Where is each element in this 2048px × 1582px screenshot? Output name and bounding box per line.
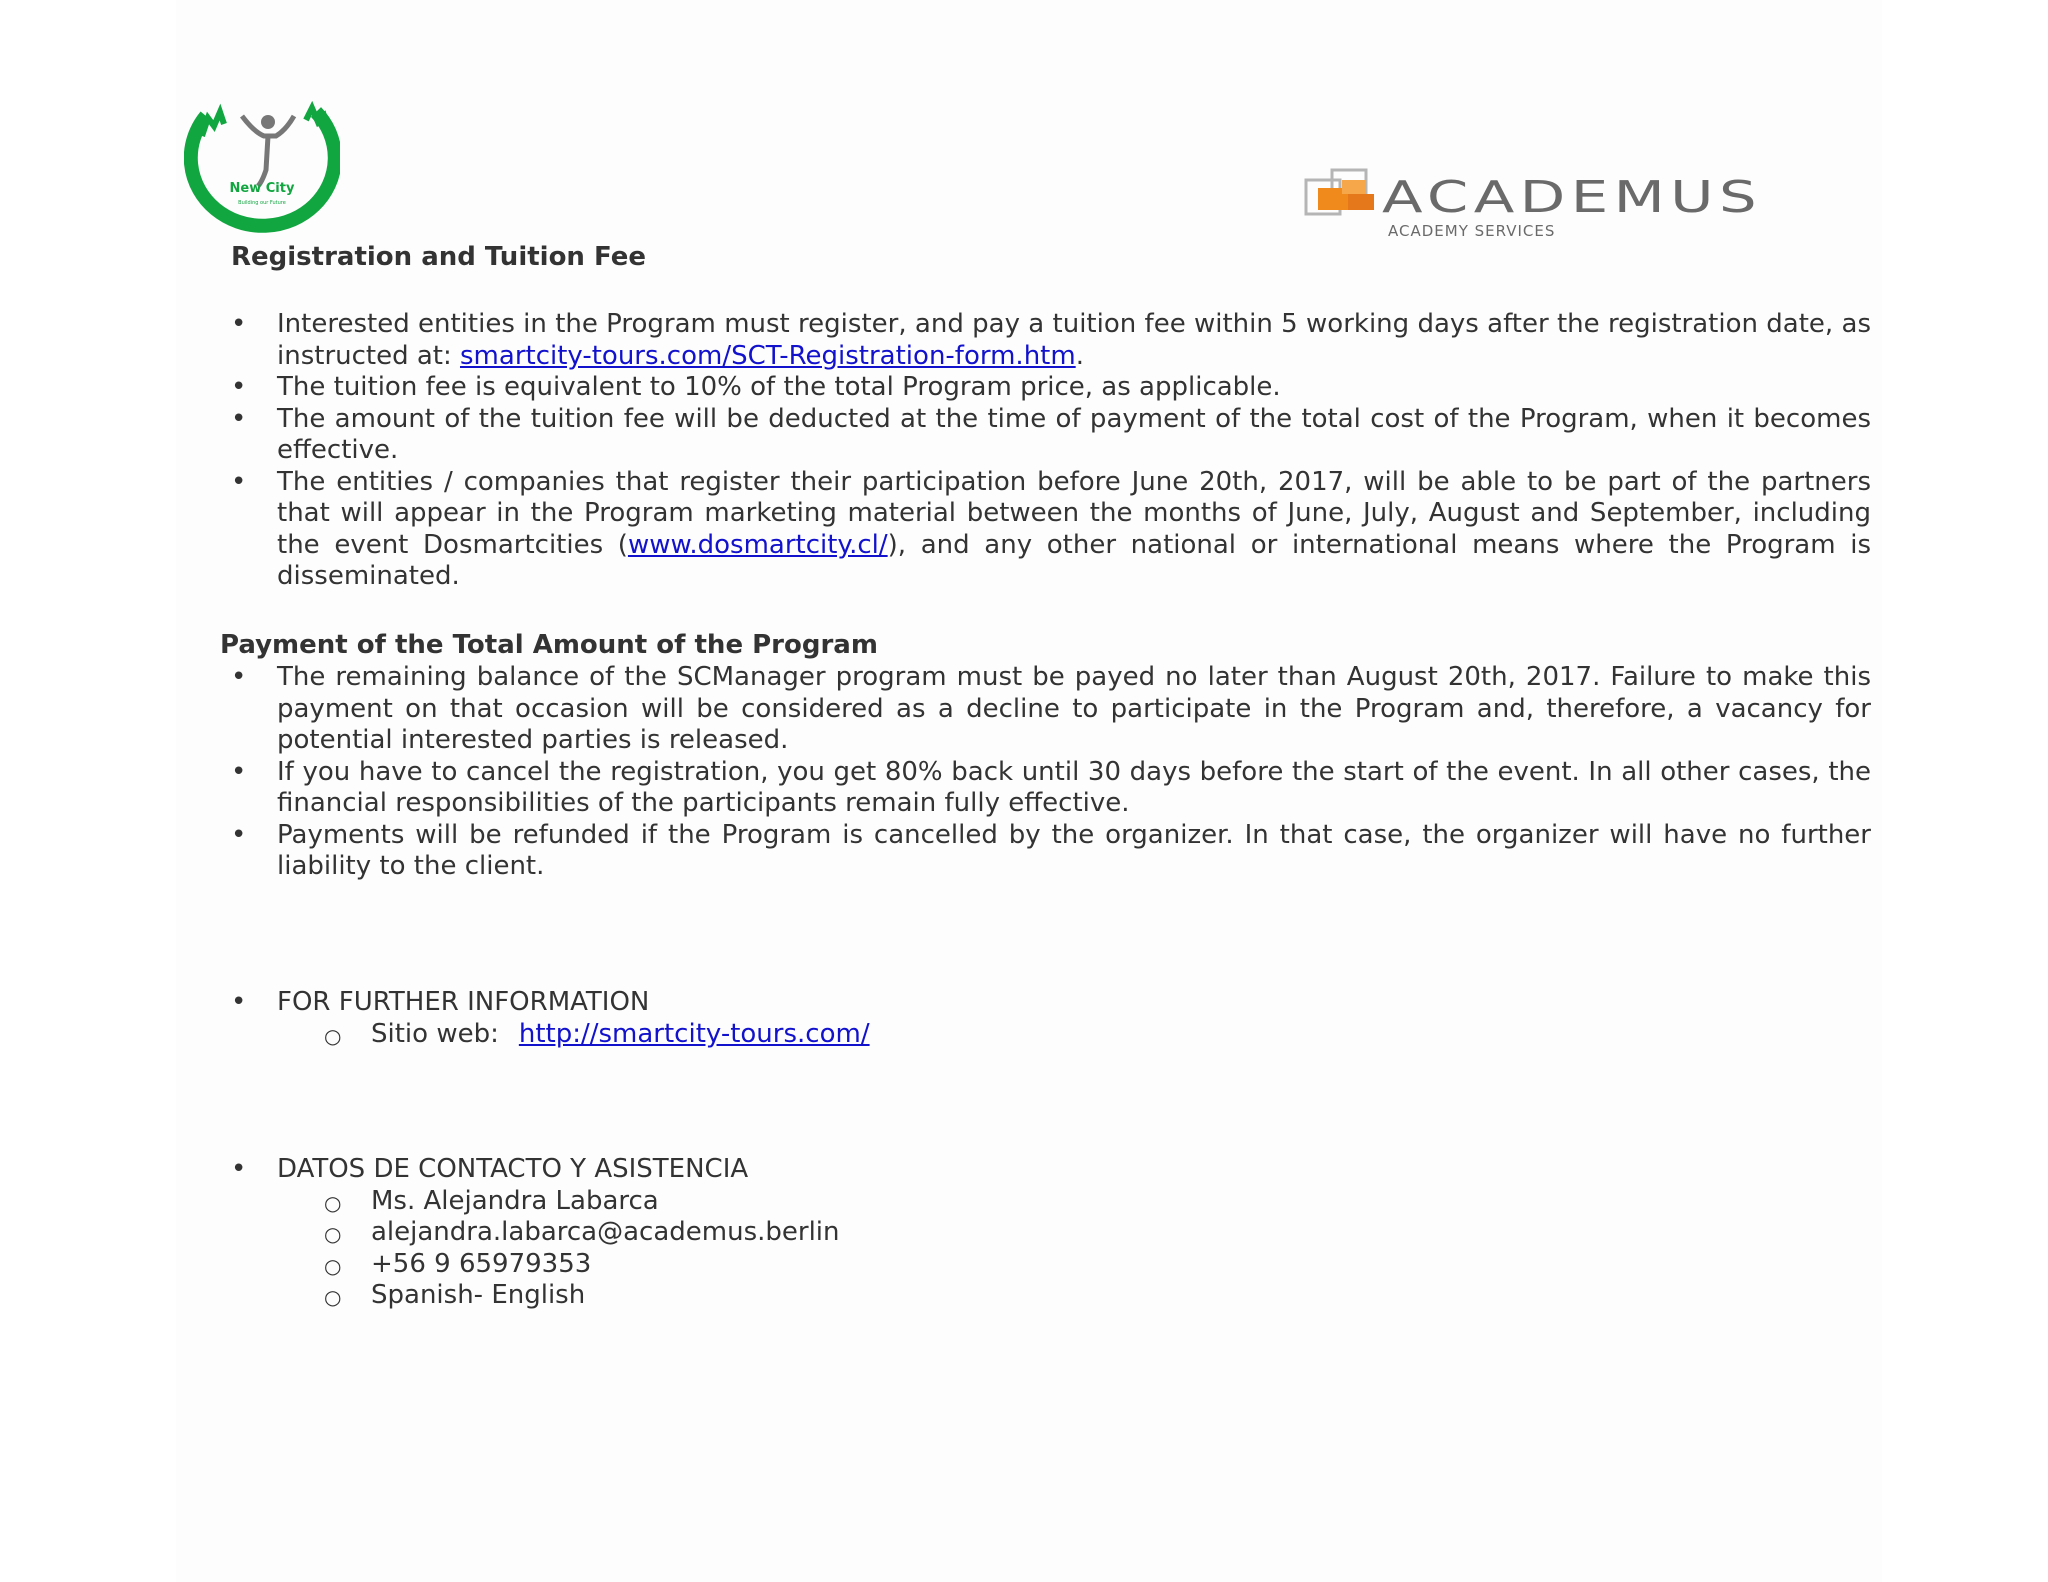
list-item: • The amount of the tuition fee will be deducted at the time of payment of the total cost of the Program, when it becomes effective. — [231, 404, 1871, 467]
contact-sublist — [277, 1186, 1871, 1312]
new-city-logo-tagline: Building our Future — [238, 200, 286, 206]
website-label: Sitio web: — [371, 1018, 499, 1049]
contact-heading: DATOS DE CONTACTO Y ASISTENCIA — [277, 1154, 749, 1184]
sub-list-item — [324, 1019, 1871, 1051]
contact-list — [231, 1154, 1871, 1312]
registration-form-link[interactable]: smartcity-tours.com/SCT-Registration-form.htm — [460, 340, 1076, 371]
list-item-text-end: . — [1075, 340, 1084, 371]
academus-logo-tagline: ACADEMY SERVICES — [1388, 222, 1556, 240]
section-heading-payment: Payment of the Total Amount of the Program — [220, 630, 878, 660]
further-info-sublist — [277, 1019, 1871, 1051]
registration-list — [231, 309, 1871, 593]
section-heading-registration: Registration and Tuition Fee — [231, 242, 646, 272]
list-item-text-end: ), and any other national or international means where the Program is disseminated. — [277, 529, 1871, 591]
list-item: • Payments will be refunded if the Program is cancelled by the organizer. In that case, the organizer will have no further liability to the client. — [231, 820, 1871, 883]
list-item: • The remaining balance of the SCManager program must be payed no later than August 20th, 2017. Failure to make this payment on that occasion will be considered as a decline to participate in the Program and, therefore, a vacancy for potential interested parties is released. — [231, 662, 1871, 757]
payment-list — [231, 662, 1871, 883]
list-item: • The tuition fee is equivalent to 10% of the total Program price, as applicable. — [231, 372, 1871, 404]
further-info-list — [231, 987, 1871, 1050]
dosmartcity-link[interactable]: www.dosmartcity.cl/ — [627, 529, 888, 560]
list-item — [231, 467, 1871, 593]
list-item: • If you have to cancel the registration, you get 80% back until 30 days before the start of the event. In all other cases, the financial responsibilities of the participants remain fully effective. — [231, 757, 1871, 820]
website-link[interactable]: http://smartcity-tours.com/ — [518, 1018, 870, 1049]
contact-languages: ○ Spanish- English — [324, 1280, 1871, 1312]
list-item-text: Interested entities in the Program must register, and pay a tuition fee within 5 working days after the registration date, as instructed at: — [277, 309, 1871, 371]
further-info-heading: FOR FURTHER INFORMATION — [277, 987, 650, 1017]
list-item — [231, 987, 1871, 1050]
contact-name: ○ Ms. Alejandra Labarca — [324, 1186, 1871, 1218]
list-item-text: The entities / companies that register their participation before June 20th, 2017, will be able to be part of the partners that will appear in the Program marketing material between the months of June, July, August and September, including the event Dosmartcities ( — [277, 466, 1871, 560]
list-item — [231, 1154, 1871, 1312]
new-city-logo-text: New City — [229, 181, 295, 196]
academus-logo-text: ACADEMUS — [1382, 172, 1762, 223]
contact-phone: ○ +56 9 65979353 — [324, 1249, 1871, 1281]
contact-email: ○ alejandra.labarca@academus.berlin — [324, 1217, 1871, 1249]
list-item — [231, 309, 1871, 372]
